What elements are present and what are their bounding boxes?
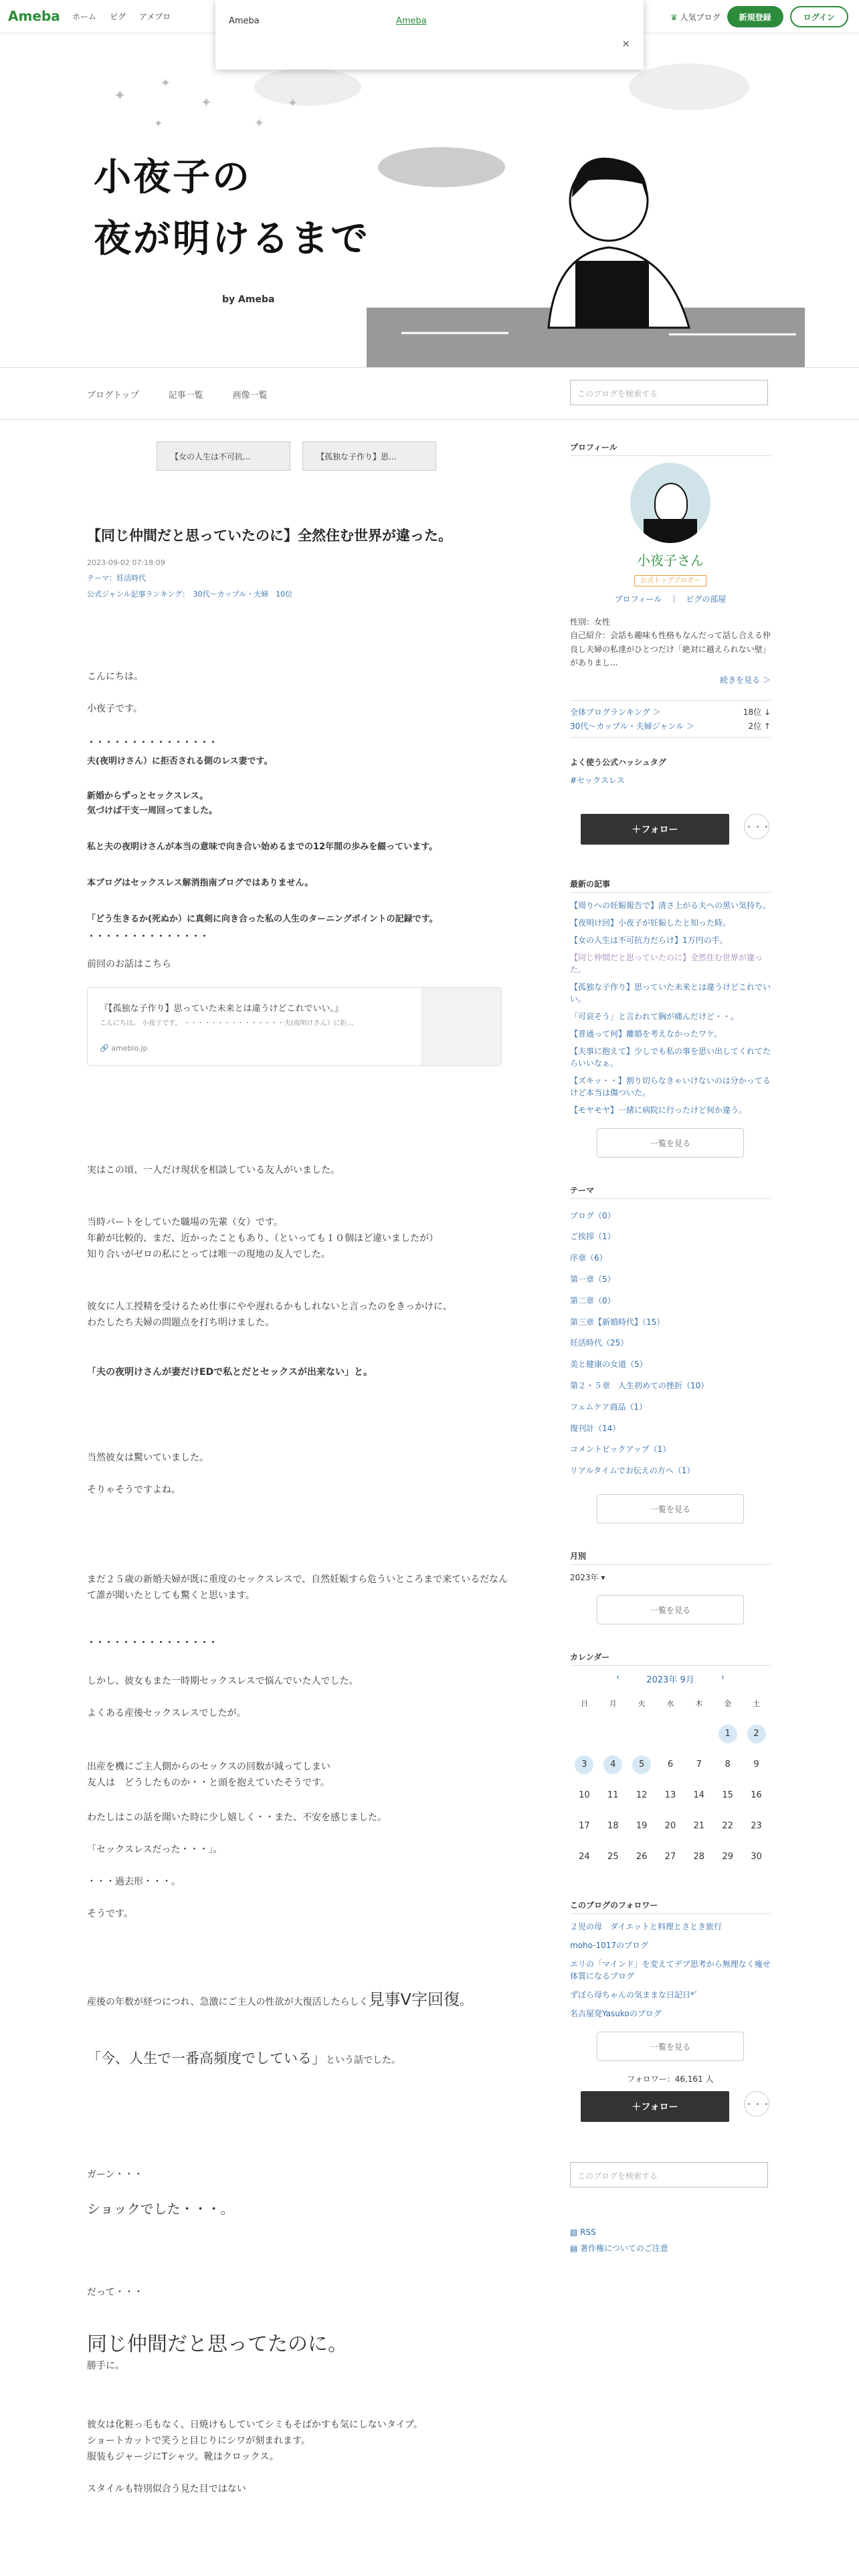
calendar-day: 24 [579,1852,590,1862]
calendar-day: 12 [636,1790,648,1801]
theme-item-9[interactable]: フェムケア商品（1） [570,1402,648,1412]
recent-article-1[interactable]: 【夜明け回】小夜子が妊娠したと知った時。 [570,918,731,928]
popup-link[interactable]: Ameba [396,16,427,26]
weekday: 金 [724,1699,732,1708]
paragraph-because: だって・・・ [87,2287,143,2298]
follow-button-2[interactable]: ＋フォロー [581,2091,729,2122]
calendar-day: 15 [722,1790,733,1801]
nav-pigg[interactable]: ピグ [110,12,126,21]
notification-popup [215,0,644,70]
recovery-text: 産後の年数が経つにつれ、急激にご主人の性欲が大復活したらしく [87,1997,369,2008]
theme-item-11[interactable]: コメントピックアップ（1） [570,1444,671,1455]
bio-more-link[interactable]: 続きを見る ＞ [720,675,771,685]
paragraph-surprised: 当然彼女は驚いていました。 そりゃそうですよね。 [87,1453,209,1496]
article-title: 【同じ仲間だと思っていたのに】全然住む世界が違った。 [87,528,452,544]
recovery-end: 。 [459,1994,472,2008]
recent-article-7[interactable]: 【夫事に抱えて】少しでも私の事を思い出してくれてたらいいなぁ。 [570,1046,771,1068]
copyright-label: 著作権についてのご注意 [580,2243,668,2253]
copyright-link[interactable] [570,2242,771,2254]
theme-item-2[interactable]: 序章（6） [570,1253,607,1263]
avatar-person [654,483,688,523]
article [87,525,508,600]
calendar-day [656,1719,685,1749]
blog-nav [0,368,859,420]
weekday: 木 [695,1699,703,1708]
calendar-day-linked[interactable] [570,1749,599,1780]
calendar-day [684,1719,713,1749]
svg-text:✦: ✦ [254,116,265,130]
cloud-right [629,64,749,110]
paragraph-senior: 当時パートをしていた職場の先輩（女）です。 年齢が比較的、まだ、近かったこともあり、（といっても１０個ほど違いましたが） 知り合いがゼロの私にとっては唯一の現地の友人でした。 [87,1217,438,1261]
profile-name[interactable]: 小夜子さん [637,552,704,568]
calendar-day: 22 [722,1821,733,1832]
ranking-genre-link[interactable]: 30代〜カップル・夫婦ジャンル ＞ [570,721,694,731]
follow-button-1[interactable]: ＋フォロー [581,814,729,845]
separator-dots-2: ・・・・・・・・・・・・・・ [87,932,209,942]
paragraph-friend: 実はこの頃、一人だけ現状を相談している友人がいました。 [87,1165,340,1176]
calendar-day: 7 [696,1759,702,1770]
blog-search-input[interactable]: このブログを検索する [570,380,768,405]
calendar-day-label: 3 [575,1755,593,1774]
cloud-left [254,68,361,106]
month-more-button[interactable]: 一覧を見る [597,1595,744,1624]
calendar-day: 30 [751,1852,762,1862]
blog-header [0,33,859,368]
link-icon: 🔗 [100,1044,109,1053]
theme-item-12[interactable]: リアルタイムでお伝えの方へ（1） [570,1466,695,1476]
theme-item-0[interactable]: ブログ（0） [570,1210,615,1220]
calendar-day: 17 [579,1821,590,1832]
paragraph-husband: 出産を機にご主人側からのセックスの回数が減ってしまい 友人は どうしたものか・・と頭を抱えていたそうです。 [87,1761,330,1789]
follower-count: フォロワー：46,161 人 [627,2074,714,2084]
rss-link[interactable] [570,2228,771,2237]
calendar-week [570,1719,771,1749]
previous-story-label: 前回のお話はこちら [87,959,171,970]
intro-line-3: 私と夫の夜明けさんが本当の意味で向き合い始めるまでの12年間の歩みを綴っています。 [87,842,438,852]
calendar-week [570,1811,771,1842]
ameba-logo-text: Ameba [8,8,60,24]
theme-item-7[interactable]: 美と健康の女道（5） [570,1360,648,1370]
global-nav [72,11,171,22]
followers-heading: このブログのフォロワー [570,1899,771,1914]
calendar-day: 14 [693,1790,705,1801]
follow-row-2 [581,2091,771,2122]
calendar-day: 10 [579,1790,590,1801]
avatar-body [644,519,697,543]
calendar-day: 21 [693,1821,705,1832]
calendar-day-linked[interactable] [599,1749,628,1780]
calendar-day: 25 [607,1852,619,1862]
calendar-day: 9 [753,1759,759,1770]
calendar-week [570,1842,771,1872]
calendar-day: 13 [664,1790,676,1801]
signup-button[interactable]: 新規登録 [727,6,783,27]
calendar-day: 11 [607,1790,619,1801]
calendar-day-linked[interactable] [713,1719,742,1749]
theme-item-8[interactable]: 第２・５章 人生初めての挫折（10） [570,1380,709,1390]
theme-heading: テーマ [570,1184,771,1199]
article-date: 2023-09-02 07:18:09 [87,558,165,567]
calendar-day: 20 [664,1821,676,1832]
more-options-button-1[interactable]: ・・・ [744,814,769,839]
calendar-next-icon[interactable]: › [721,1672,725,1683]
by-ameba: by Ameba [222,294,275,305]
previous-story-card[interactable] [87,987,502,1066]
theme-item-1[interactable]: ご挨拶（1） [570,1232,615,1242]
ameba-logo[interactable] [8,8,60,24]
nav-article-list[interactable]: 記事一覧 [168,391,203,401]
theme-item-5[interactable]: 第三章【新婚時代】（15） [570,1317,665,1327]
recent-article-9[interactable]: 【モヤモヤ】一緒に病院に行ったけど何か違う。 [570,1105,747,1115]
recent-articles-list [570,899,771,1116]
recent-article-6[interactable]: 【普通って何】離婚を考えなかったワケ。 [570,1029,723,1039]
separator-dots-1: ・・・・・・・・・・・・・・・ [87,738,218,748]
recovery-highlight: 見事V字回復 [368,1990,460,2009]
ranking-row-genre [570,720,771,738]
calendar-day: 6 [667,1759,674,1770]
separator-dots-3: ・・・・・・・・・・・・・・・ [87,1638,218,1648]
card-source [100,1044,148,1053]
prev-article-button[interactable]: 【女の人生は不可抗... [157,441,290,471]
calendar-day: 18 [607,1821,619,1832]
theme-item-6[interactable]: 妊活時代（25） [570,1338,629,1348]
article-theme-link[interactable]: テーマ：妊活時代 [87,574,146,583]
follower-item-1[interactable]: moho-1017のブログ [570,1940,649,1950]
nav-ameblo[interactable]: アメブロ [139,12,171,21]
svg-text:✦: ✦ [114,88,126,104]
follow-row-1 [581,814,771,845]
article-ranking-link[interactable]: 公式ジャンル記事ランキング： 30代〜カップル・夫婦 10位 [87,589,293,599]
calendar-day: 8 [725,1759,731,1770]
theme-item-4[interactable]: 第二章（0） [570,1295,615,1305]
weekday: 日 [580,1699,588,1708]
profile-link[interactable]: プロフィール [614,595,662,604]
calendar-day: 26 [636,1852,648,1862]
calendar-day: 29 [722,1852,733,1862]
paragraph-her-style: 彼女は化粧っ毛もなく、日焼けもしていてシミもそばかすも気にしないタイプ。 ショートカットで笑うと目じりにシワが刻まれます。 服装もジャージにTシャツ。靴はクロックス。 スタイルも特別似合う見た目ではない [87,2420,423,2495]
calendar-day: 23 [751,1821,762,1832]
follower-item-3[interactable]: ずぼら母ちゃんの気ままな日記日*ﾟ [570,1990,699,2000]
calendar-title: 2023年 9月 [646,1675,694,1685]
followers-more-button[interactable]: 一覧を見る [597,2032,744,2061]
blog-title-line1: 小夜子の [94,156,252,199]
popular-blog-link[interactable] [670,11,721,23]
recent-article-5[interactable]: 「可哀そう」と言われて胸が痛んだけど・・。 [570,1011,739,1021]
calendar-day [599,1719,628,1749]
ranking-overall-link[interactable]: 全体ブログランキング ＞ [570,707,661,717]
paragraph-same-group: 同じ仲間だと思ってたのに。 [87,2333,348,2356]
theme-more-button[interactable]: 一覧を見る [597,1494,744,1523]
follower-item-0[interactable]: ２児の母 ダイエットと料理とさとき旅行 [570,1921,723,1931]
document-icon: ▤ [570,2243,578,2253]
ranking-overall-value: 18位 ↓ [743,707,771,717]
weekday: 火 [638,1699,646,1708]
card-source-text: ameblo.jp [111,1044,148,1053]
ranking-row-overall [570,700,771,718]
paragraph-confession: 彼女に人工授精を受けるため仕事にやや遅れるかもしれないと言ったのをきっかけに、 わたしたち夫婦の問題点を打ち明けました。 [87,1301,452,1329]
next-article-button[interactable]: 【孤独な子作り】思... [302,441,436,471]
paragraph-feelings: わたしはこの話を聞いた時に少し嬉しく・・また、不安を感じました。 「セックスレスだった・・・」。 ・・・過去形・・・。 そうです。 [87,1812,387,1920]
login-button[interactable]: ログイン [790,6,848,27]
follower-item-4[interactable]: 名古屋発Yasukoのブログ [570,2008,662,2018]
hashtag-heading: よく使う公式ハッシュタグ [570,757,666,767]
rss-icon: ▧ [570,2227,578,2237]
sidebar [570,428,771,2254]
popup-title: Ameba [229,16,260,26]
paragraph-postpartum: しかし、彼女もまた一時期セックスレスで悩んでいた人でした。 よくある産後セックスレスでしたが。 [87,1676,359,1719]
month-select[interactable] [570,1572,771,1583]
recent-article-8[interactable]: 【ズキッ・・】割り切らなきゃいけないのは分かってるけど本当は傷ついた。 [570,1075,771,1097]
calendar-day-label: 4 [603,1755,622,1774]
calendar-day: 27 [664,1852,676,1862]
popular-blog-label: 人気ブログ [680,12,721,22]
card-thumbnail [421,988,501,1065]
theme-item-10[interactable]: 復刊計（14） [570,1423,621,1433]
recent-article-4[interactable]: 【孤独な子作り】思っていた未来とは違うけどこれでいい。 [570,982,771,1004]
profile-bio: 性別：女性 自己紹介：会話も趣味も性格もなんだって話し合える仲良し夫婦の私達がひとつだけ「絶対に越えられない壁」がありまし... [570,617,771,668]
calendar-weekdays [570,1688,771,1719]
card-title: 『【孤独な子作り】思っていた未来とは違うけどこれでいい。』 [100,1004,344,1014]
popup-close-button[interactable]: × [622,37,630,49]
calendar-day: 28 [693,1852,705,1862]
calendar-table [570,1688,771,1872]
pigg-room-link[interactable]: ピグの部屋 [686,595,727,604]
theme-list [570,1206,771,1482]
calendar-day: 16 [751,1790,762,1801]
calendar-day [628,1719,656,1749]
chevron-down-icon: ▾ [601,1572,605,1582]
recent-article-3[interactable]: 【同じ仲間だと思っていたのに】全然住む世界が違った。 [570,952,763,974]
calendar-day-label: 2 [747,1725,766,1743]
calendar-prev-icon[interactable]: ‹ [616,1672,620,1683]
blog-title-line2: 夜が明けるまで [94,217,370,261]
blog-nav-items [87,388,268,401]
recent-article-2[interactable]: 【女の人生は不可抗力だらけ】1万円の手。 [570,935,728,945]
calendar-nav [570,1673,771,1685]
profile-heading: プロフィール [570,441,771,456]
paragraph-newlyweds: まだ２５歳の新婚夫婦が既に重度のセックスレスで、自然妊娠すら危ういところまで来ているだなんて誰が聞いたとしても驚くと思います。 [87,1574,508,1602]
profile-links: プロフィール ｜ ピグの部屋 [614,595,727,604]
profile-avatar[interactable] [630,463,710,543]
ranking-genre-value: 2位 ↑ [748,721,771,731]
intro-line-1: 夫(夜明けさん）に拒否される側のレス妻です。 [87,756,273,766]
svg-text:✦: ✦ [154,117,163,130]
monthly-heading: 月別 [570,1550,771,1565]
month-select-value: 2023年 [570,1572,599,1582]
follower-item-2[interactable]: エリの「マインド」を変えてデブ思考から無理なく痩せ体質になるブログ [570,1959,771,1981]
recent-articles-heading: 最新の記事 [570,878,771,893]
official-badge-label: 公式トップブロガー [634,575,706,586]
calendar-day-label: 5 [632,1755,651,1774]
calendar-week [570,1749,771,1780]
nav-blog-top[interactable]: ブログトップ [87,391,139,401]
paragraph-shock: ショックでした・・・。 [87,2201,234,2217]
hashtag-link[interactable]: #セックスレス [570,775,625,785]
calendar-day-linked[interactable] [628,1749,656,1780]
nav-home[interactable]: ホーム [72,12,97,21]
weekday: 月 [609,1699,617,1708]
calendar-day-linked[interactable] [742,1719,771,1749]
header-actions [670,6,848,27]
crown-icon: ♛ [670,12,678,22]
paragraph-frequency [87,2046,508,2070]
paragraph-recovery [87,1986,508,2014]
calendar-week [570,1780,771,1811]
followers-list [570,1921,771,2020]
weekday: 水 [666,1699,674,1708]
girl-apron [575,261,649,328]
card-text: こんにちは。 小夜子です。 ・・・・・・・・・・・・・・・夫(夜明けさん）に拒... [100,1020,353,1027]
more-options-button-2[interactable]: ・・・ [744,2091,769,2117]
cloud-middle [378,147,505,187]
calendar-day: 19 [636,1821,648,1832]
greeting: こんにちは。 小夜子です。 [87,671,143,715]
nav-image-list[interactable]: 画像一覧 [232,391,268,401]
recent-article-0[interactable]: 【周りへの妊娠報告で】清さ上がる夫への黒い気持ち。 [570,900,771,910]
frequency-text: という話でした。 [326,2055,401,2066]
svg-text:✦: ✦ [201,94,212,110]
svg-text:✦: ✦ [288,96,298,110]
intro-line-4: 本ブログはセックスレス解消指南ブログではありません。 [87,878,314,888]
svg-text:✦: ✦ [161,76,171,90]
intro-line-2: 新婚からずっとセックスレス。 気づけば干支一周回ってました。 [87,791,218,817]
official-badge [570,574,771,585]
paragraph-selfish: 勝手に。 [87,2361,124,2371]
calendar-heading: カレンダー [570,1651,771,1666]
intro-line-5: 「どう生きるか(死ぬか）に真剣に向き合った私の人生のターニングポイントの記録です。 [87,914,438,924]
paragraph-quote: 「夫の夜明けさんが妻だけEDで私とだとセックスが出来ない」と。 [87,1367,373,1378]
blog-title[interactable] [94,147,370,270]
frequency-quote: 「今、人生で一番高頻度でしている」 [87,2050,326,2066]
paragraph-gaan: ガーン・・・ [87,2169,143,2180]
sidebar-search-input[interactable]: このブログを検索する [570,2162,768,2187]
calendar-day-label: 1 [719,1725,737,1743]
recent-more-button[interactable]: 一覧を見る [597,1128,744,1158]
calendar-day [570,1719,599,1749]
rss-label: RSS [580,2227,596,2237]
weekday: 土 [753,1699,761,1708]
theme-item-3[interactable]: 第一章（5） [570,1274,615,1284]
